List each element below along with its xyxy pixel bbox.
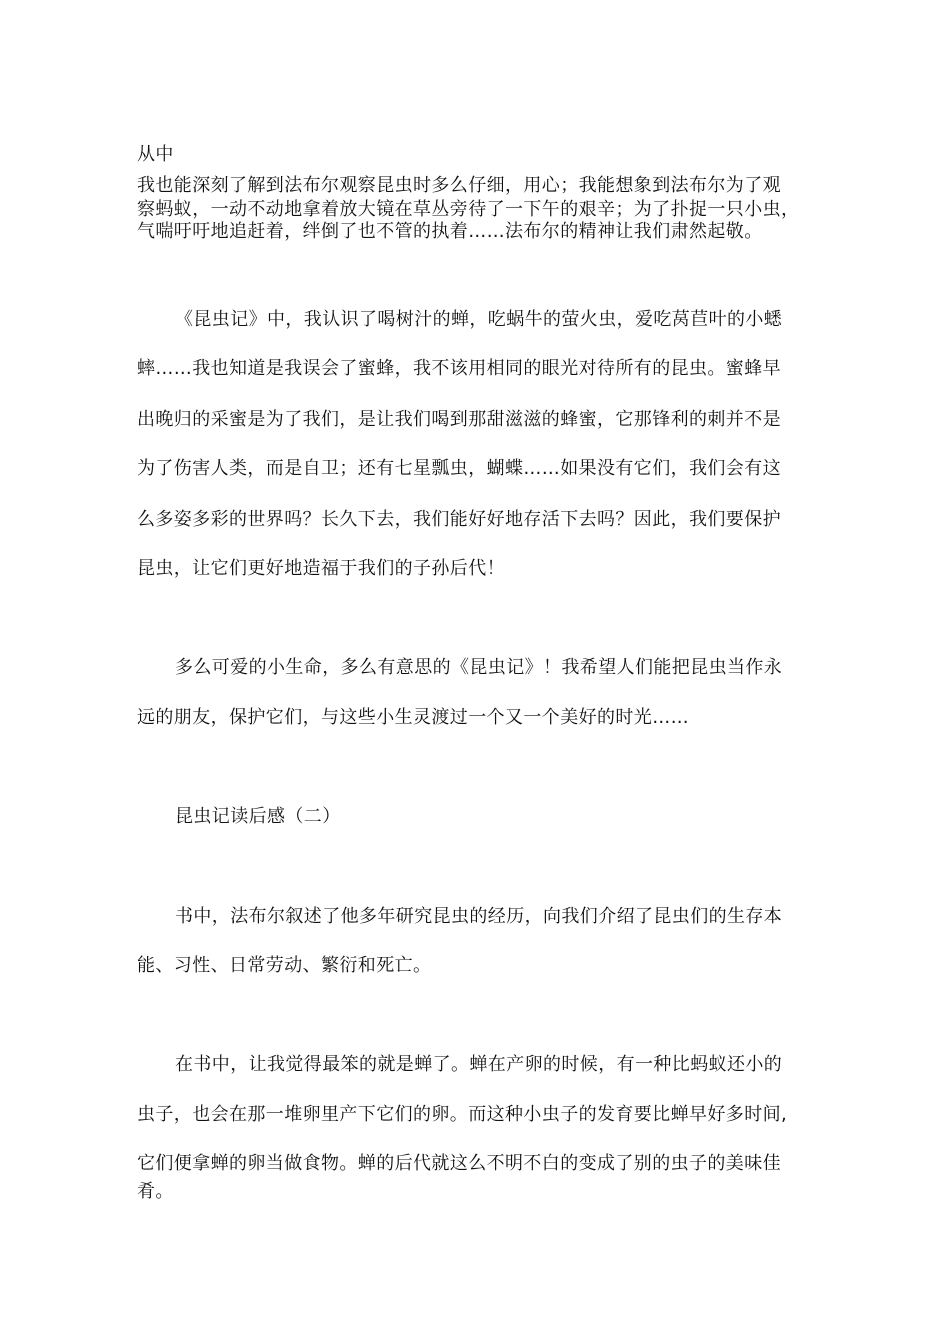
paragraph-line: 虫子，也会在那一堆卵里产下它们的卵。而这种小虫子的发育要比蝉早好多时间, <box>137 1104 788 1125</box>
paragraph-line: 昆虫，让它们更好地造福于我们的子孙后代！ <box>137 558 505 579</box>
paragraph-line: 出晚归的采蜜是为了我们，是让我们喝到那甜滋滋的蜂蜜，它那锋利的刺并不是 <box>137 409 781 430</box>
paragraph-line: 肴。 <box>137 1181 174 1202</box>
paragraph-line: 么多姿多彩的世界吗？长久下去，我们能好好地存活下去吗？因此，我们要保护 <box>137 509 781 530</box>
paragraph-line: 为了伤害人类，而是自卫；还有七星瓢虫，蝴蝶……如果没有它们，我们会有这 <box>137 458 781 479</box>
paragraph-line: 能、习性、日常劳动、繁衍和死亡。 <box>137 955 432 976</box>
paragraph-line: 气喘吁吁地追赶着，绊倒了也不管的执着……法布尔的精神让我们肃然起敬。 <box>137 221 763 242</box>
paragraph-line: 察蚂蚁，一动不动地拿着放大镜在草丛旁待了一下午的艰辛；为了扑捉一只小虫， <box>137 199 800 220</box>
paragraph-line: 远的朋友，保护它们，与这些小生灵渡过一个又一个美好的时光…… <box>137 707 689 728</box>
paragraph-line: 多么可爱的小生命，多么有意思的《昆虫记》！我希望人们能把昆虫当作永 <box>175 657 783 678</box>
paragraph-line: 书中，法布尔叙述了他多年研究昆虫的经历，向我们介绍了昆虫们的生存本 <box>175 906 783 927</box>
paragraph-line: 它们便拿蝉的卵当做食物。蝉的后代就这么不明不白的变成了别的虫子的美味佳 <box>137 1153 781 1174</box>
paragraph-line: 蟀……我也知道是我误会了蜜蜂，我不该用相同的眼光对待所有的昆虫。蜜蜂早 <box>137 358 781 379</box>
paragraph-line: 从中 <box>137 144 174 165</box>
section-title: 昆虫记读后感（二） <box>175 806 341 827</box>
paragraph-line: 《昆虫记》中，我认识了喝树汁的蝉，吃蜗牛的萤火虫，爱吃莴苣叶的小蟋 <box>175 309 783 330</box>
paragraph-line: 在书中，让我觉得最笨的就是蝉了。蝉在产卵的时候，有一种比蚂蚁还小的 <box>175 1054 783 1075</box>
paragraph-line: 我也能深刻了解到法布尔观察昆虫时多么仔细，用心；我能想象到法布尔为了观 <box>137 175 781 196</box>
